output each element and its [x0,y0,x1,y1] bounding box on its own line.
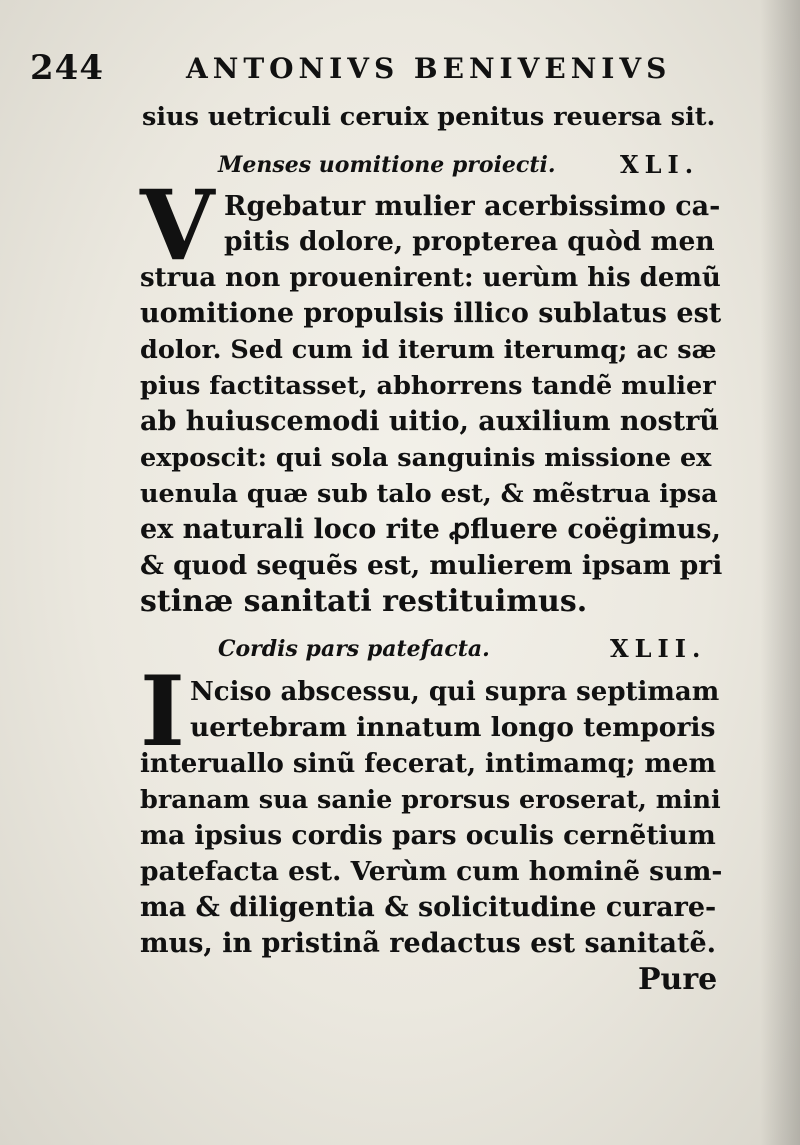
text-line: uertebram innatum longo temporis [190,712,716,743]
text-line: uenula quæ sub talo est, & mẽstrua ipsa [140,479,718,509]
carryover-line: sius uetriculi ceruix penitus reuersa sit. [142,102,716,132]
text-line: pitis dolore, propterea quòd men [224,226,715,257]
text-line: ma & diligentia & solicitudine curare- [140,892,717,923]
text-line: stinæ sanitati restituimus. [140,584,588,619]
text-line: dolor. Sed cum id iterum iterumq; ac sæ [140,335,717,365]
text-line: ma ipsius cordis pars oculis cernẽtium [140,820,716,851]
text-line: interuallo sinũ fecerat, intimamq; mem [140,749,716,779]
text-line: patefacta est. Verùm cum hominẽ sum- [140,856,723,887]
text-line: ex naturali loco rite ꝓfluere coëgimus, [140,514,721,545]
text-line: strua non prouenirent: uerùm his demũ [140,263,721,293]
running-head: ANTONIVS BENIVENIVS [186,52,672,85]
page-header [30,48,700,88]
text-line: ab huiuscemodi uitio, auxilium nostrũ [140,406,720,437]
section-numeral: XLII. [610,634,707,663]
text-line: Nciso abscessu, qui supra septimam [190,677,720,707]
section-numeral: XLI. [620,150,700,179]
catchword: Pure [638,962,718,997]
drop-cap: I [140,655,185,768]
drop-cap: V [140,169,215,282]
text-line: Rgebatur mulier acerbissimo ca- [224,191,721,222]
text-line: uomitione propulsis illico sublatus est [140,298,722,329]
page-number: 244 [30,48,104,88]
section-heading: Menses uomitione proiecti. [218,152,556,178]
text-line: branam sua sanie prorsus eroserat, mini [140,785,721,815]
text-line: pius factitasset, abhorrens tandẽ mulier [140,371,716,401]
page-edge-shadow [760,0,800,1145]
text-line: & quod sequẽs est, mulierem ipsam pri [140,550,723,581]
section-heading: Cordis pars patefacta. [218,636,490,662]
text-line: exposcit: qui sola sanguinis missione ex [140,443,712,473]
text-line: mus, in pristinã redactus est sanitatẽ. [140,928,717,959]
